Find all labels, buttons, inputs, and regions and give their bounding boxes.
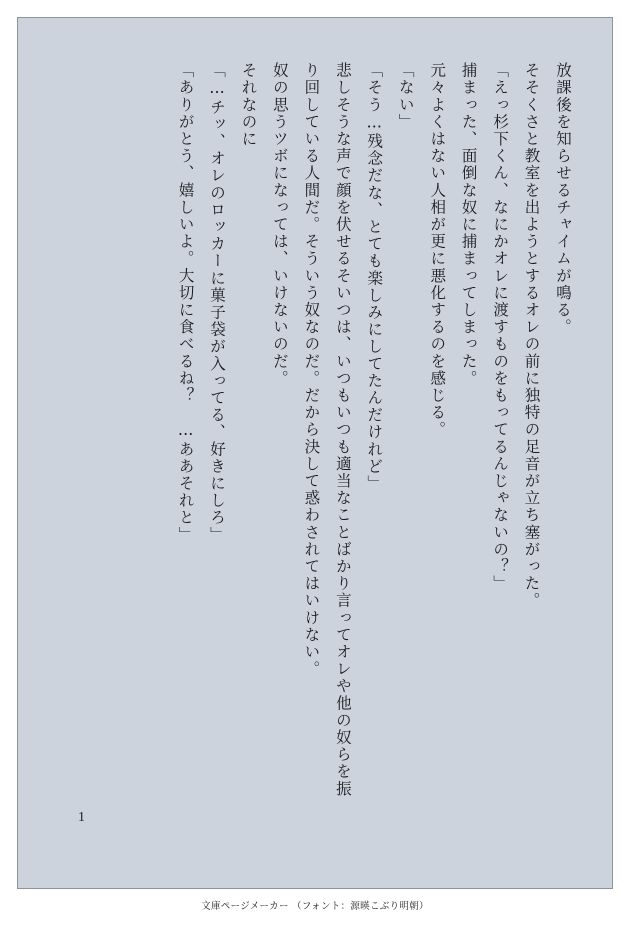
paragraph: 元々よくはない人相が更に悪化するのを感じる。: [428, 62, 447, 439]
paragraph: 放課後を知らせるチャイムが鳴る。: [554, 62, 572, 336]
paragraph: 悲しそうな声で顔を伏せるそいつは、いつもいつも適当なことばかり言ってオレや他の奴らを振り回している人間だ。そういう奴なのだ。だから決して惑わされてはいけない。: [302, 62, 352, 798]
page-number: 1: [78, 810, 85, 825]
paragraph: それなのに: [239, 62, 258, 148]
paragraph: 捕まった、面倒な奴に捕まってしまった。: [459, 62, 478, 387]
page-sheet: [17, 17, 613, 889]
footer-caption: 文庫ページメーカー （フォント：源暎こぶり明朝）: [201, 901, 429, 912]
paragraph: 「…チッ、オレのロッカーに菓子袋が入ってる、好きにしろ」: [208, 62, 227, 544]
paragraph: 「えっ杉下くん、なにかオレに渡すものをもってるんじゃないの？」: [491, 62, 510, 593]
vertical-text-body: [78, 62, 578, 802]
paragraph: 「そう…残念だな、とても楽しみにしてたんだけれど」: [365, 62, 384, 492]
paragraph: そそくさと教室を出ようとするオレの前に独特の足音が立ち塞がった。: [522, 62, 541, 610]
paragraph: 「ありがとう、嬉しいよ。大切に食べるね？ …ああそれと」: [176, 62, 195, 544]
paragraph: 奴の思うツボになっては、いけないのだ。: [270, 62, 289, 387]
paragraph: 「ない」: [396, 62, 415, 131]
